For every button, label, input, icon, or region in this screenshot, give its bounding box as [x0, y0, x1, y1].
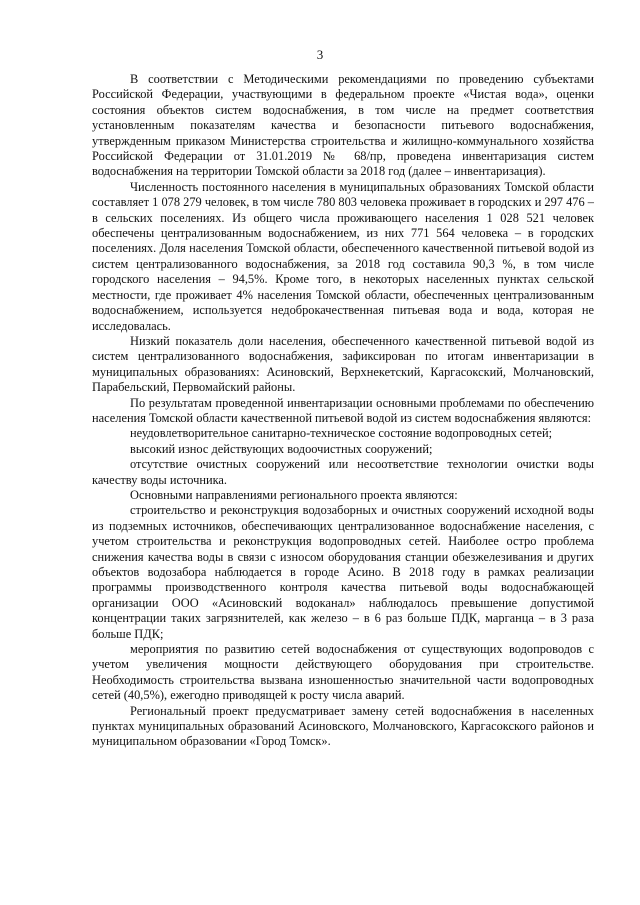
paragraph-inventory-intro: В соответствии с Методическими рекомендациями по проведению субъектами Российской Федерации, участвующими в федеральном проекте «Чистая вода», оценки состояния объектов систем водоснабжения, в том числе на предмет соответствия установленным показателям качества и безопасности питьевого водоснабжения, утвержденным приказом Министерства строительства и жилищно-коммунального хозяйства Российской Федерации от 31.01.2019 № 68/пр, проведена инвентаризация систем водоснабжения на территории Томской области за 2018 год (далее – инвентаризация).: [92, 72, 594, 179]
paragraph-low-indicator: Низкий показатель доли населения, обеспеченного качественной питьевой водой из систем централизованного водоснабжения, зафиксирован по итогам инвентаризации в муниципальных образованиях: Асиновский, Верхнекетский, Каргасокский, Молчановский, Парабельский, Первомайский районы.: [92, 333, 594, 395]
paragraph-main-problems: По результатам проведенной инвентаризации основными проблемами по обеспечению населения Томской области качественной питьевой водой из систем водоснабжения являются:: [92, 395, 594, 425]
direction-item-networks: мероприятия по развитию сетей водоснабжения от существующих водопроводов с учетом увеличения мощности действующего оборудования при строительстве. Необходимость строительства вызвана изношенностью значительной части водопроводных сетей (40,5%), ежегодно приводящей к росту числа аварий.: [92, 642, 594, 703]
problem-item-networks: неудовлетворительное санитарно-техническое состояние водопроводных сетей;: [130, 426, 553, 441]
paragraph-regional-project: Региональный проект предусматривает замену сетей водоснабжения в населенных пунктах муниципальных образований Асиновского, Молчановского, Каргасокского районов и муниципальном образовании «Город Томск».: [92, 703, 594, 749]
problem-item-treatment: отсутствие очистных сооружений или несоответствие технологии очистки воды качеству воды источника.: [92, 457, 594, 487]
page-number: 3: [316, 47, 324, 62]
document-body: [92, 72, 594, 750]
paragraph-population: Численность постоянного населения в муниципальных образованиях Томской области составляет 1 078 279 человек, в том числе 780 803 человека проживает в городских и 297 476 – в сельских поселениях. Из общего числа проживающего населения 1 028 521 человек обеспечены централизованным водоснабжением, из них 771 564 человека – в городских поселениях. Доля населения Томской области, обеспеченного качественной питьевой водой из систем централизованного водоснабжения, за 2018 год составила 90,3 %, в том числе городского населения – 94,5%. Кроме того, в некоторых населенных пунктах сельской местности, где проживает 4% населения Томской области, обеспеченных централизованным водоснабжением, используется недоброкачественная питьевая вода и вода, которая не исследовалась.: [92, 179, 594, 333]
problem-item-wear: высокий износ действующих водоочистных сооружений;: [130, 441, 433, 456]
paragraph-directions: Основными направлениями регионального проекта являются:: [130, 487, 458, 502]
direction-item-construction: строительство и реконструкция водозаборных и очистных сооружений исходной воды из подземных источников, обеспечивающих централизованное водоснабжение населения, с учетом строительства и реконструкция водопроводных сетей. Наиболее остро проблема снижения качества воды в связи с износом оборудования станции обезжелезивания и других объектов водозабора наблюдается в городе Асино. В 2018 году в рамках реализации программы производственного контроля качества питьевой воды водоснабжающей организации ООО «Асиновский водоканал» наблюдалось превышение допустимой концентрации таких загрязнителей, как железо – в 6 раз больше ПДК, марганца – в 3 раза больше ПДК;: [92, 503, 594, 641]
